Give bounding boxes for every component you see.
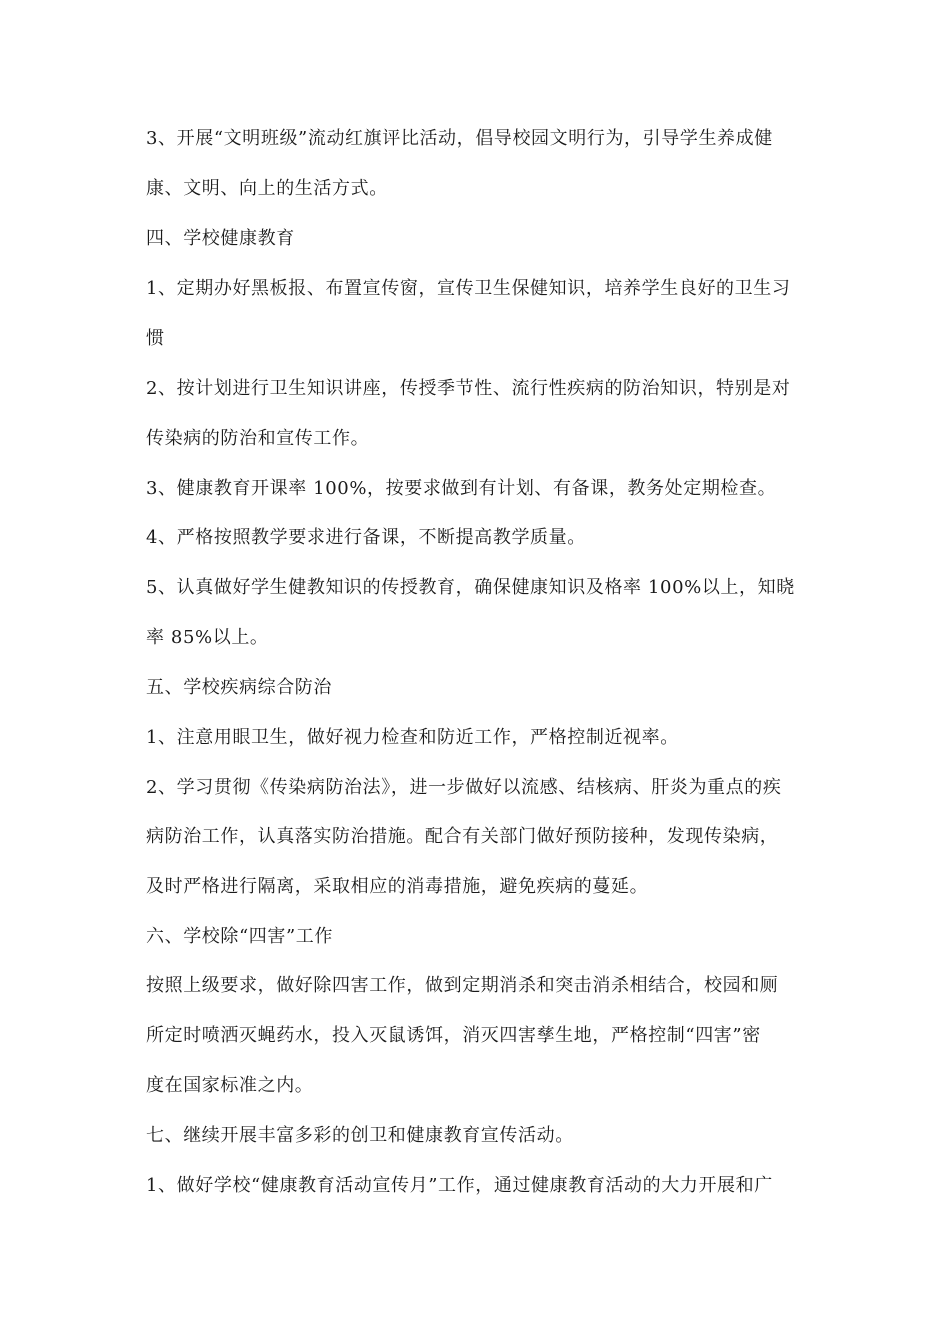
paragraph-line: 1、注意用眼卫生，做好视力检查和防近工作，严格控制近视率。 — [146, 727, 679, 748]
paragraph-line: 率 85%以上。 — [146, 627, 269, 648]
paragraph-line: 所定时喷洒灭蝇药水，投入灭鼠诱饵，消灭四害孳生地，严格控制“四害”密 — [146, 1025, 761, 1046]
paragraph-line: 康、文明、向上的生活方式。 — [146, 178, 388, 199]
section-heading: 七、继续开展丰富多彩的创卫和健康教育宣传活动。 — [146, 1125, 574, 1146]
paragraph-line: 病防治工作，认真落实防治措施。配合有关部门做好预防接种，发现传染病， — [146, 826, 779, 847]
paragraph-line: 及时严格进行隔离，采取相应的消毒措施，避免疾病的蔓延。 — [146, 876, 649, 897]
paragraph-line: 3、健康教育开课率 100%，按要求做到有计划、有备课，教务处定期检查。 — [146, 478, 777, 499]
paragraph-line: 1、定期办好黑板报、布置宣传窗，宣传卫生保健知识，培养学生良好的卫生习 — [146, 278, 791, 299]
section-heading: 五、学校疾病综合防治 — [146, 677, 332, 698]
paragraph-line: 4、严格按照教学要求进行备课，不断提高教学质量。 — [146, 527, 586, 548]
paragraph-line: 1、做好学校“健康教育活动宣传月”工作，通过健康教育活动的大力开展和广 — [146, 1175, 773, 1196]
paragraph-line: 2、按计划进行卫生知识讲座，传授季节性、流行性疾病的防治知识，特别是对 — [146, 378, 791, 399]
paragraph-line: 5、认真做好学生健教知识的传授教育，确保健康知识及格率 100%以上，知晓 — [146, 577, 795, 598]
paragraph-line: 度在国家标准之内。 — [146, 1075, 314, 1096]
paragraph-line: 3、开展“文明班级”流动红旗评比活动，倡导校园文明行为，引导学生养成健 — [146, 128, 773, 149]
paragraph-line: 2、学习贯彻《传染病防治法》，进一步做好以流感、结核病、肝炎为重点的疾 — [146, 777, 782, 798]
section-heading: 四、学校健康教育 — [146, 228, 295, 249]
paragraph-line: 传染病的防治和宣传工作。 — [146, 428, 370, 449]
paragraph-line: 惯 — [146, 328, 165, 349]
paragraph-line: 按照上级要求，做好除四害工作，做到定期消杀和突击消杀相结合，校园和厕 — [146, 975, 779, 996]
section-heading: 六、学校除“四害”工作 — [146, 926, 334, 947]
